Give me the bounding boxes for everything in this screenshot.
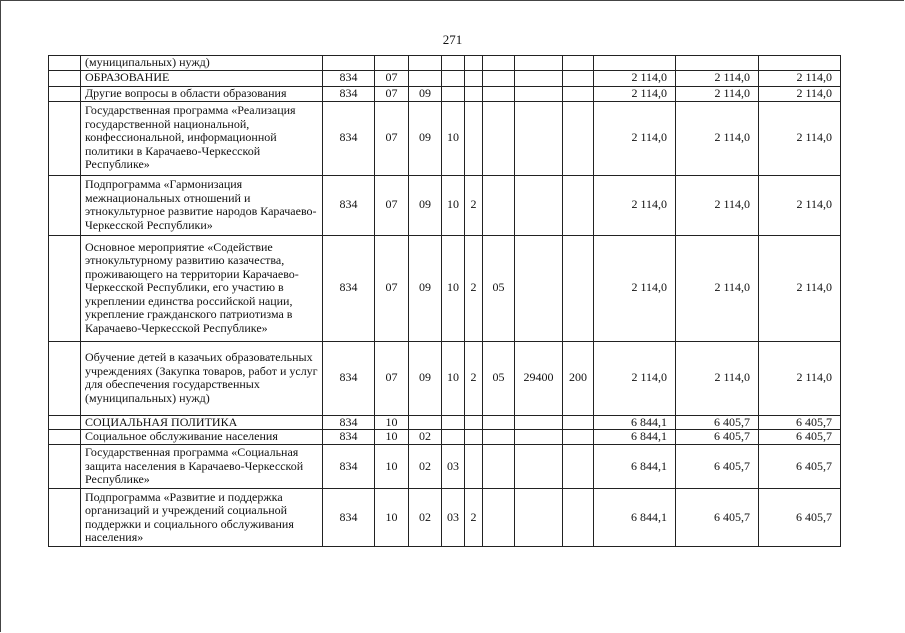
code-subprogram: 2 [465,175,483,235]
code-subprogram: 2 [465,489,483,547]
table-row [49,489,841,547]
row-name: (муниципальных) нужд) [81,56,323,71]
code-subprogram: 2 [465,341,483,415]
row-index-cell [49,86,81,101]
code-expense-type: 200 [563,341,594,415]
code-section: 07 [375,101,409,175]
code-event [483,445,515,489]
code-direction [515,175,563,235]
amount-year-3: 2 114,0 [759,101,841,175]
code-section: 07 [375,175,409,235]
code-expense-type [563,175,594,235]
row-name: СОЦИАЛЬНАЯ ПОЛИТИКА [81,415,323,430]
amount-year-2: 2 114,0 [676,86,759,101]
code-direction [515,56,563,71]
row-name: Социальное обслуживание населения [81,430,323,445]
row-index-cell [49,415,81,430]
code-program [442,70,465,86]
table-row [49,235,841,341]
code-section: 10 [375,445,409,489]
table-row [49,445,841,489]
code-program: 03 [442,489,465,547]
code-direction [515,430,563,445]
code-subprogram [465,415,483,430]
code-event [483,101,515,175]
amount-year-1: 6 844,1 [594,415,676,430]
code-section [375,56,409,71]
table-row [49,430,841,445]
row-name: Подпрограмма «Гармонизация межнациональных отношений и этнокультурное развитие народов Карачаево-Черкесской Республики» [81,175,323,235]
amount-year-1: 2 114,0 [594,341,676,415]
amount-year-2: 2 114,0 [676,70,759,86]
row-index-cell [49,489,81,547]
page-number: 271 [442,32,463,47]
code-section: 07 [375,235,409,341]
amount-year-1 [594,56,676,71]
code-event [483,415,515,430]
amount-year-1: 6 844,1 [594,489,676,547]
code-direction [515,235,563,341]
code-direction [515,86,563,101]
code-subsection [409,415,442,430]
code-direction [515,70,563,86]
code-section: 10 [375,430,409,445]
amount-year-1: 2 114,0 [594,70,676,86]
amount-year-2 [676,56,759,71]
row-index-cell [49,70,81,86]
amount-year-3: 6 405,7 [759,415,841,430]
code-subsection: 02 [409,445,442,489]
code-section: 10 [375,415,409,430]
code-program: 10 [442,235,465,341]
table-row [49,341,841,415]
code-program [442,430,465,445]
code-direction [515,445,563,489]
code-subprogram [465,430,483,445]
code-program [442,86,465,101]
amount-year-2: 2 114,0 [676,175,759,235]
code-subsection: 02 [409,430,442,445]
code-expense-type [563,415,594,430]
amount-year-1: 6 844,1 [594,430,676,445]
code-admin [323,56,375,71]
code-expense-type [563,101,594,175]
code-expense-type [563,489,594,547]
code-subsection: 09 [409,175,442,235]
amount-year-2: 2 114,0 [676,101,759,175]
row-index-cell [49,101,81,175]
amount-year-1: 6 844,1 [594,445,676,489]
amount-year-1: 2 114,0 [594,101,676,175]
code-event [483,70,515,86]
row-name: Обучение детей в казачьих образовательных учреждениях (Закупка товаров, работ и услуг для обеспечения государственных (муниципальных) нужд) [81,341,323,415]
table-row [49,70,841,86]
code-section: 10 [375,489,409,547]
amount-year-3 [759,56,841,71]
code-subsection: 09 [409,101,442,175]
table-row [49,175,841,235]
code-event [483,56,515,71]
code-direction [515,101,563,175]
code-subsection [409,70,442,86]
code-event [483,86,515,101]
row-index-cell [49,341,81,415]
code-admin: 834 [323,175,375,235]
code-subprogram [465,70,483,86]
code-direction [515,489,563,547]
table-row [49,86,841,101]
code-expense-type [563,445,594,489]
row-name: Основное мероприятие «Содействие этнокультурному развитию казачества, проживающего на территории Карачаево-Черкесской Республики, его участию в укреплении единства российской нации, укрепление гражданского патриотизма в Карачаево-Черкесской Республике» [81,235,323,341]
amount-year-1: 2 114,0 [594,86,676,101]
code-expense-type [563,235,594,341]
code-event: 05 [483,341,515,415]
code-subprogram [465,445,483,489]
amount-year-3: 2 114,0 [759,341,841,415]
code-expense-type [563,70,594,86]
amount-year-3: 2 114,0 [759,86,841,101]
amount-year-2: 6 405,7 [676,445,759,489]
amount-year-2: 2 114,0 [676,235,759,341]
code-expense-type [563,86,594,101]
code-program: 03 [442,445,465,489]
table-row [49,56,841,71]
code-subsection: 09 [409,86,442,101]
code-event: 05 [483,235,515,341]
amount-year-1: 2 114,0 [594,235,676,341]
code-subprogram [465,86,483,101]
code-section: 07 [375,70,409,86]
code-section: 07 [375,86,409,101]
amount-year-1: 2 114,0 [594,175,676,235]
code-direction: 29400 [515,341,563,415]
code-subprogram: 2 [465,235,483,341]
amount-year-3: 6 405,7 [759,445,841,489]
row-name: Подпрограмма «Развитие и поддержка организаций и учреждений социальной поддержки и социального обслуживания населения» [81,489,323,547]
code-subsection: 09 [409,235,442,341]
code-subprogram [465,101,483,175]
budget-table [48,55,841,547]
code-admin: 834 [323,445,375,489]
amount-year-2: 2 114,0 [676,341,759,415]
row-index-cell [49,175,81,235]
code-program: 10 [442,341,465,415]
code-program: 10 [442,175,465,235]
row-index-cell [49,56,81,71]
amount-year-2: 6 405,7 [676,415,759,430]
row-index-cell [49,445,81,489]
row-name: Государственная программа «Реализация государственной национальной, конфессиональной, информационной политики в Карачаево-Черкесской Республике» [81,101,323,175]
code-admin: 834 [323,70,375,86]
amount-year-3: 2 114,0 [759,70,841,86]
row-index-cell [49,235,81,341]
code-program: 10 [442,101,465,175]
amount-year-3: 2 114,0 [759,175,841,235]
code-subsection: 09 [409,341,442,415]
code-subprogram [465,56,483,71]
code-admin: 834 [323,415,375,430]
code-subsection: 02 [409,489,442,547]
code-admin: 834 [323,430,375,445]
code-event [483,430,515,445]
row-name: ОБРАЗОВАНИЕ [81,70,323,86]
code-program [442,415,465,430]
table-row [49,415,841,430]
row-name: Другие вопросы в области образования [81,86,323,101]
code-admin: 834 [323,489,375,547]
row-name: Государственная программа «Социальная защита населения в Карачаево-Черкесской Республике» [81,445,323,489]
code-admin: 834 [323,101,375,175]
amount-year-3: 6 405,7 [759,489,841,547]
code-event [483,489,515,547]
amount-year-3: 2 114,0 [759,235,841,341]
code-expense-type [563,56,594,71]
code-admin: 834 [323,86,375,101]
code-admin: 834 [323,235,375,341]
code-event [483,175,515,235]
code-section: 07 [375,341,409,415]
code-subsection [409,56,442,71]
code-admin: 834 [323,341,375,415]
table-row [49,101,841,175]
row-index-cell [49,430,81,445]
code-direction [515,415,563,430]
code-expense-type [563,430,594,445]
amount-year-3: 6 405,7 [759,430,841,445]
code-program [442,56,465,71]
amount-year-2: 6 405,7 [676,430,759,445]
amount-year-2: 6 405,7 [676,489,759,547]
